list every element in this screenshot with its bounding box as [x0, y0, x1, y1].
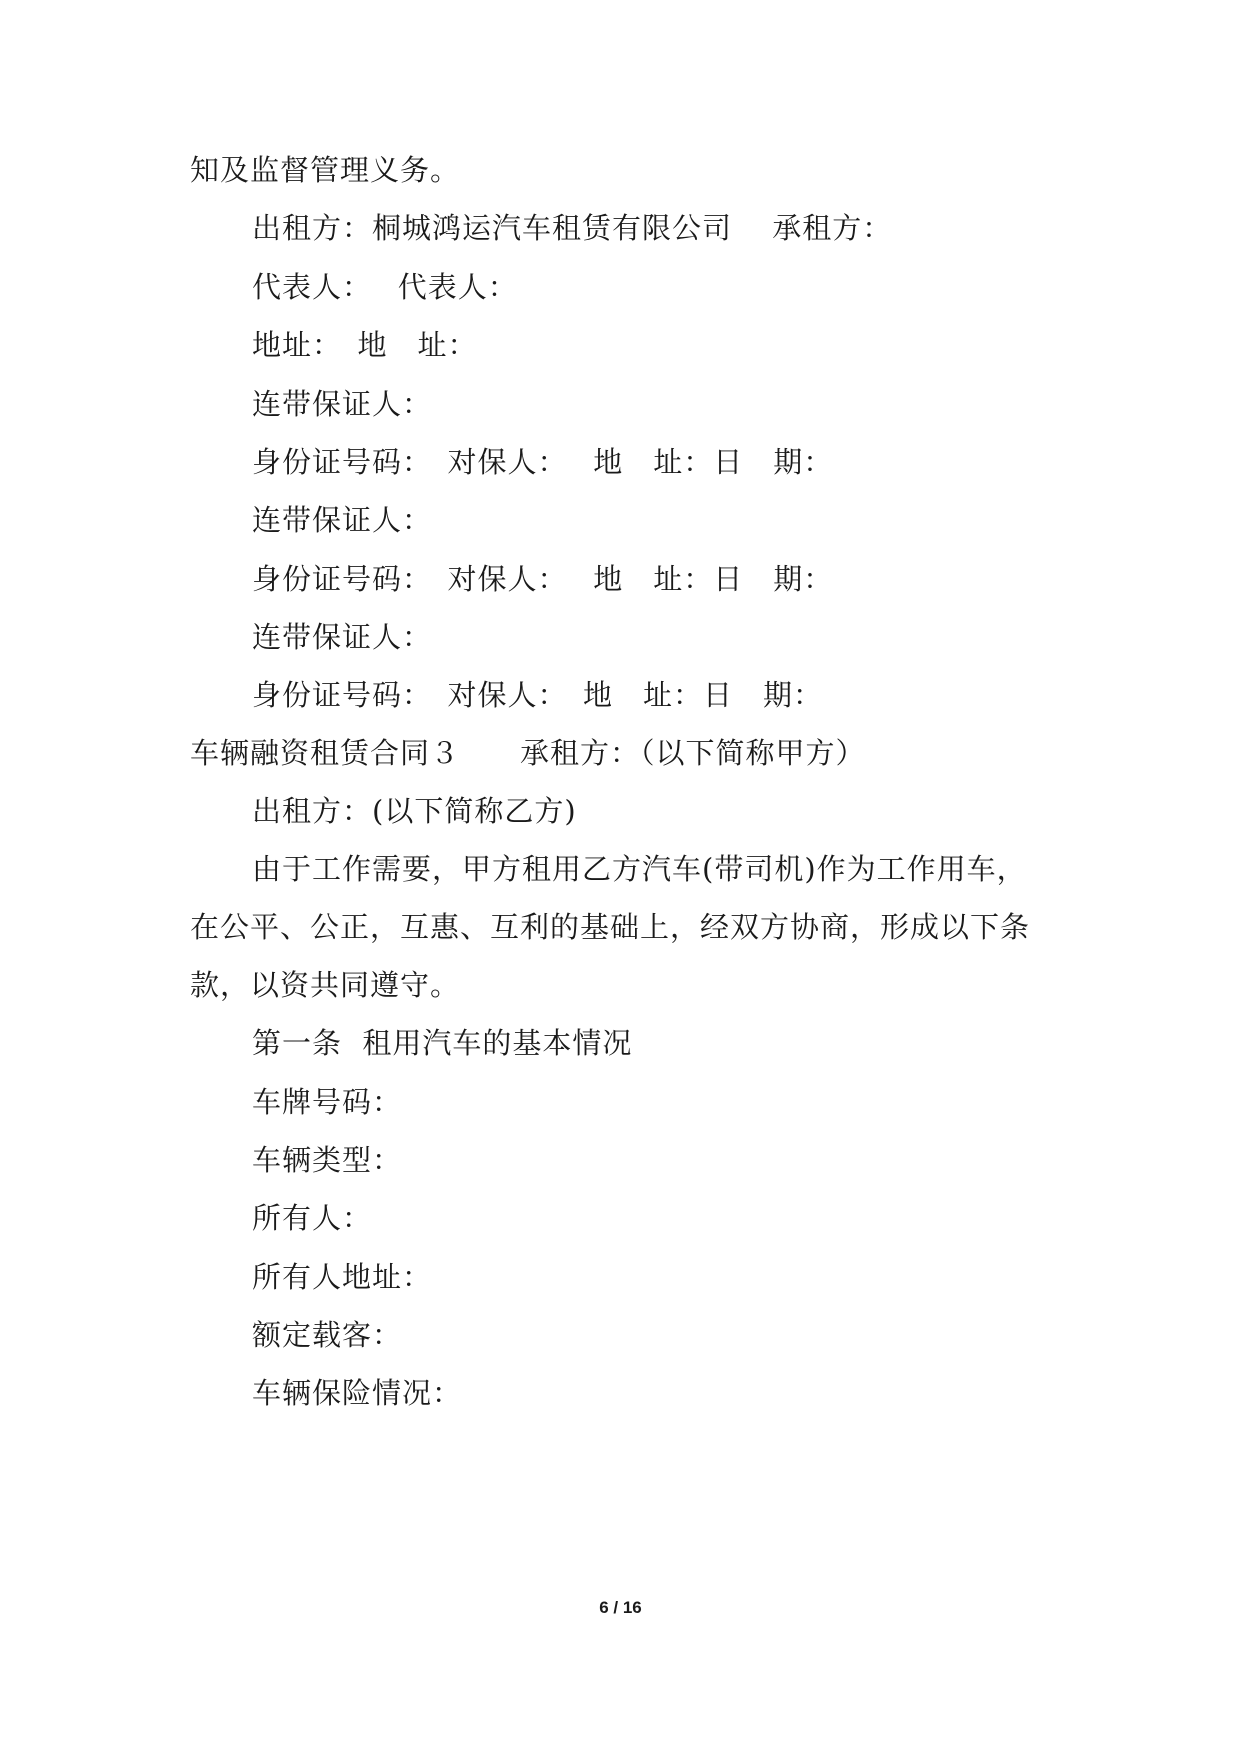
paragraph-line: 连带保证人：: [252, 503, 433, 537]
paragraph-line: 身份证号码： 对保人： 地 址：日 期：: [252, 678, 824, 712]
paragraph-line: 地址： 地 址：: [252, 328, 478, 362]
paragraph-line: 额定载客：: [252, 1318, 403, 1352]
paragraph-line: 知及监督管理义务。: [190, 153, 461, 187]
paragraph-line: 连带保证人：: [252, 387, 433, 421]
paragraph-line: 车辆类型：: [252, 1143, 403, 1177]
paragraph-line: 身份证号码： 对保人： 地 址：日 期：: [252, 445, 834, 479]
paragraph-line: 车辆融资租赁合同３ 承租方：（以下简称甲方）: [190, 736, 866, 770]
paragraph-line: 由于工作需要，甲方租用乙方汽车(带司机)作为工作用车，: [252, 852, 1027, 886]
paragraph-line: 连带保证人：: [252, 620, 433, 654]
page-number: 6 / 16: [599, 1598, 642, 1617]
paragraph-line: 出租方：(以下简称乙方): [252, 794, 577, 828]
paragraph-line: 款，以资共同遵守。: [190, 968, 461, 1002]
paragraph-line: 所有人地址：: [252, 1260, 433, 1294]
paragraph-line: 车辆保险情况：: [252, 1376, 463, 1410]
paragraph-line: 出租方：桐城鸿运汽车租赁有限公司 承租方：: [252, 211, 893, 245]
paragraph-line: 车牌号码：: [252, 1085, 403, 1119]
paragraph-line: 在公平、公正，互惠、互利的基础上，经双方协商，形成以下条: [190, 910, 1031, 944]
section-heading: 第一条 租用汽车的基本情况: [252, 1026, 633, 1060]
paragraph-line: 代表人： 代表人：: [252, 270, 518, 304]
paragraph-line: 身份证号码： 对保人： 地 址：日 期：: [252, 562, 834, 596]
paragraph-line: 所有人：: [252, 1201, 373, 1235]
